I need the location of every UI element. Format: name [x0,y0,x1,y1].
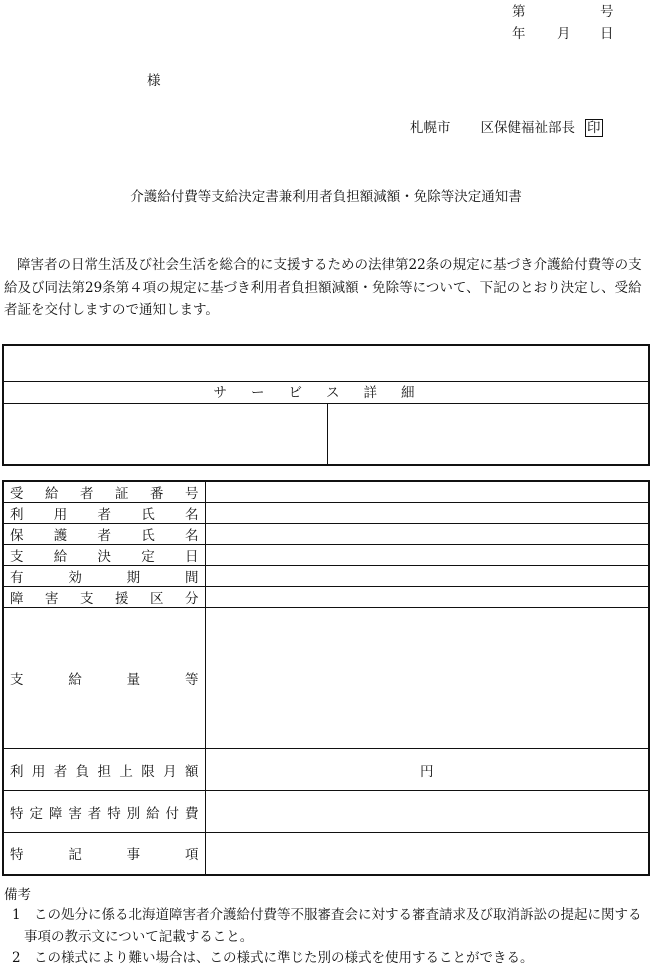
table-row [3,545,649,566]
row-label: 利用者負担上限月額 [3,749,205,791]
remarks-heading: 備考 [4,887,31,903]
row-value [205,791,649,833]
remarks-item-text: この処分に係る北海道障害者介護給付費等不服審査会に対する審査請求及び取消訴訟の提起に関する事項の教示文について記載すること。 [24,907,642,945]
table-row [3,587,649,608]
row-label: 障害支援区分 [3,587,205,608]
document-title: 介護給付費等支給決定書兼利用者負担額減額・免除等決定通知書 [130,189,522,205]
table-row [3,749,649,791]
row-label: 有効期間 [3,566,205,587]
sender-city: 札幌市 [410,120,451,136]
remarks-item-number: 2 [12,950,21,966]
service-detail-divider [327,404,328,466]
addressee-suffix: 様 [147,73,161,89]
sender [410,116,603,137]
date-month: 月 [557,26,571,42]
row-value [205,566,649,587]
remarks-item-number: 1 [12,907,21,923]
row-label: 支給量等 [3,608,205,749]
row-label: 特定障害者特別給付費 [3,791,205,833]
row-label: 利用者氏名 [3,503,205,524]
remarks-item [4,905,644,948]
remarks-list [4,905,644,968]
table-row [3,503,649,524]
service-box [2,344,650,466]
row-value [205,524,649,545]
row-label: 支給決定日 [3,545,205,566]
number-prefix: 第 [512,4,526,20]
row-value [205,481,649,503]
row-label: 受給者証番号 [3,481,205,503]
table-row [3,791,649,833]
row-value [205,545,649,566]
number-suffix: 号 [600,4,614,20]
date-year: 年 [512,26,526,42]
service-detail-heading: サービス詳細 [4,382,648,404]
table-row [3,481,649,503]
row-label: 保護者氏名 [3,524,205,545]
seal-mark: 印 [587,120,601,136]
remarks-item-text: この様式により難い場合は、この様式に準じた別の様式を使用することができる。 [34,950,534,966]
decision-table [2,480,650,876]
row-value [205,833,649,875]
remarks-item [4,948,644,968]
table-row [3,833,649,875]
row-value [205,503,649,524]
row-label: 特記事項 [3,833,205,875]
row-value [205,608,649,749]
table-row [3,566,649,587]
table-row [3,524,649,545]
service-detail-body [4,404,648,466]
date-day: 日 [600,26,614,42]
row-value [205,587,649,608]
service-box-top-row [4,346,648,382]
notice-body: 障害者の日常生活及び社会生活を総合的に支援するための法律第22条の規定に基づき介護給付費等の支給及び同法第29条第４項の規定に基づき利用者負担額減額・免除等について、下記のとおり決定し、受給者証を交付しますので通知します。 [4,257,642,318]
sender-dept: 区保健福祉部長 [480,120,575,136]
table-row [3,608,649,749]
row-value: 円 [205,749,649,791]
